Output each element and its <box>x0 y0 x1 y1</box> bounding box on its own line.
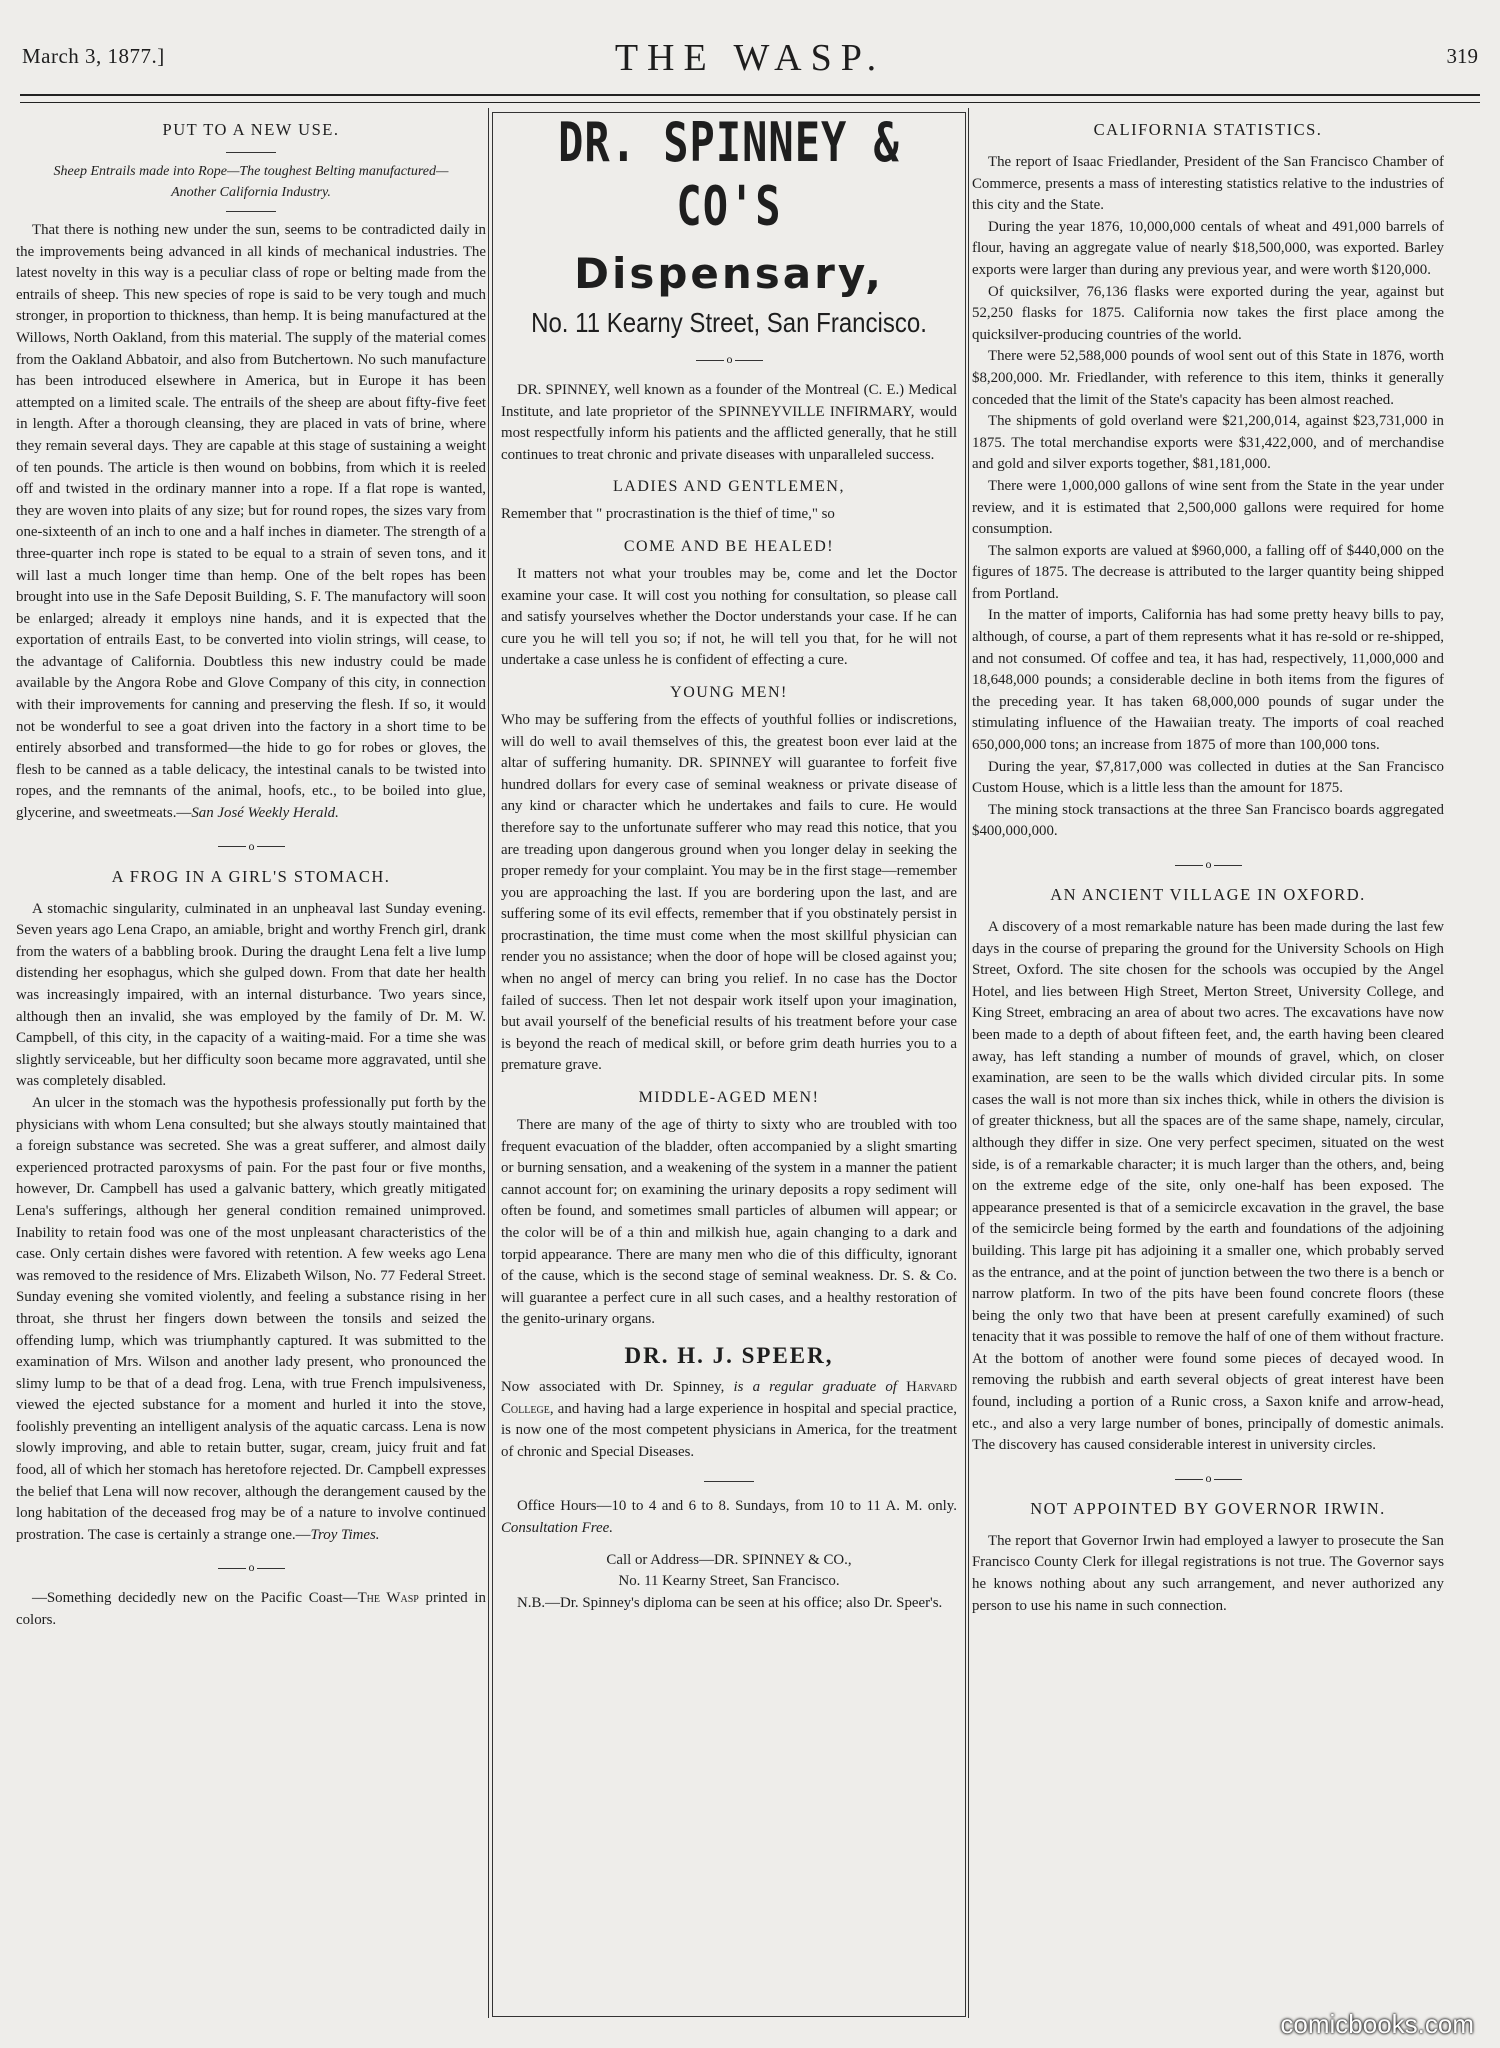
ad-street: No. 11 Kearny Street, San Francisco. <box>618 1573 840 1590</box>
stats-paragraph: The mining stock transactions at the three San Francisco boards aggregated $400,000,000. <box>972 801 1444 840</box>
column-divider-right <box>968 108 969 2018</box>
text: , and having had a large experience in hospital and special practice, is now one of the most competent physicians in America, for the treatment of chronic and Special Diseases. <box>501 1400 957 1460</box>
stats-paragraph: In the matter of imports, California has had some pretty heavy bills to pay, although, of course, a part of them represents what it has re-sold or re-shipped, and not consumed. Of coffee and tea, it has had, respectively, 11,000,000 and 18,648,000 pounds; a considerable decline in both items from the figures of the preceding year. It has taken 68,000,000 pounds of sugar under the stimulating influence of the Hawaiian treaty. The imports of coal reached 650,000,000 tons; an increase from 1875 of more than 100,000 tons. <box>972 607 1444 754</box>
ad-firm-name: DR. SPINNEY & CO'S <box>558 112 900 238</box>
subtitle-dash <box>226 211 276 212</box>
article-body-irwin: The report that Governor Irwin had employed a lawyer to prosecute the San Francisco County Clerk for illegal registrations is not true. The Governor says he knows nothing about any such arrangement, and never authorized any person to use his name in such connection. <box>972 1532 1444 1614</box>
section-separator: o <box>16 1560 486 1574</box>
hours-text: Office Hours—10 to 4 and 6 to 8. Sundays, from 10 to 11 A. M. only. <box>517 1498 957 1515</box>
ad-remember: Remember that " procrastination is the thief of time," so <box>501 506 835 523</box>
stats-paragraph: During the year, $7,817,000 was collected in duties at the San Francisco Custom House, which is a little less than the amount for 1875. <box>972 758 1444 797</box>
ad-nota-bene: N.B.—Dr. Spinney's diploma can be seen at his office; also Dr. Speer's. <box>517 1594 943 1611</box>
ad-address: No. 11 Kearny Street, San Francisco. <box>531 307 927 339</box>
stats-paragraph: The report of Isaac Friedlander, President of the San Francisco Chamber of Commerce, presents a mass of interesting statistics relative to the industries of this city and the State. <box>972 154 1444 214</box>
title-dash <box>226 152 276 153</box>
ad-heading-middle-aged: MIDDLE-AGED MEN! <box>638 1089 820 1107</box>
stats-paragraph: The salmon exports are valued at $960,000, a falling off of $440,000 on the figures of 1875. The decrease is attributed to the larger quantity being shipped from Portland. <box>972 542 1444 602</box>
article-source: Troy Times. <box>310 1526 380 1543</box>
body-text: That there is nothing new under the sun, seems to be contradicted daily in the improvements being advanced in all kinds of mechanical industries. The latest novelty in this way is a peculiar class of rope or belting made from the entrails of sheep. This new species of rope is said to be very tough and much stronger, in proportion to thickness, than hemp. It is being manufactured at the Willows, North Oakland, from this material. The supply of the material comes from the Oakland Abbatoir, and also from Butchertown. No such manufacture has been introduced elsewhere in America, but in Europe it has been attempted on a limited scale. The entrails of the sheep are about fifty-five feet in length. After a thorough cleansing, they are placed in vats of brine, where they remain several days. They are capable at this stage of sustaining a weight of ten pounds. The article is then wound on bobbins, from which it is reeled off and twisted in the ordinary manner into a rope. If a flat rope is wanted, they are woven into plaits of any size; but for round ropes, the sizes vary from one-sixteenth of an inch to one and a half inches in diameter. The strength of a three-quarter inch rope is stated to be equal to a strain of seven tons, and it will last a much longer time than hemp. One of the belt ropes has been brought into use in the Safe Deposit Building, S. F. The manufactory will soon be enlarged; already it employs nine hands, and it is expected that the exportation of entrails East, to be converted into violin strings, will cease, to the advantage of California. Doubtless this new industry could be made available by the Angora Robe and Glove Company of this city, in connection with their improvements for canning and preserving the flesh. If so, it would not be wonderful to see a goat driven into the factory in a short time to be entirely absorbed and transformed—the hide to go for robes or gloves, the flesh to be canned as a table delicacy, the intestinal canals to be twisted into ropes, and the remnants of the animal, hoofs, etc., to be boiled into glue, glycerine, and sweetmeats.— <box>16 222 486 822</box>
masthead-rule-thick <box>20 94 1480 96</box>
section-separator: o <box>972 1471 1444 1485</box>
note-wasp: The Wasp <box>357 1590 419 1607</box>
masthead <box>0 0 1500 110</box>
article-title-statistics: CALIFORNIA STATISTICS. <box>1093 120 1323 139</box>
ad-heading-ladies: LADIES AND GENTLEMEN, <box>613 478 845 496</box>
body-text: An ulcer in the stomach was the hypothesis professionally put forth by the physicians with whom Lena consulted; but she always stoutly maintained that a foreign substance was secreted. She was a great sufferer, and almost daily experienced protracted paroxysms of pain. For the past four or five months, however, Dr. Campbell has used a galvanic battery, which greatly mitigated Lena's sufferings, although her general condition remained unimproved. Inability to retain food was one of the most unpleasant characteristics of the case. Only certain dishes were favored with retention. A few weeks ago Lena was removed to the residence of Mrs. Elizabeth Wilson, No. 77 Federal Street. Sunday evening she vomited violently, and feeling a substance rising in her throat, she thrust her fingers down between the tonsils and seized the offending lump, which was triumphantly captured. It was submitted to the examination of Mrs. Wilson and another lady present, who pronounced the slimy lump to be that of a dead frog. Lena, with true French impulsiveness, viewed the ejected substance for a moment and hurled it into the stove, foolishly preventing an intelligent analysis of the aquatic carcass. Lena is now slowly improving, and able to retain butter, sugar, cream, juicy fruit and fat food, all of which her stomach has heretofore rejected. Dr. Campbell expresses the belief that Lena will now recover, although the derangement caused by the long habitation of the deceased frog may be of a nature to involve continued prostration. The case is certainly a strange one.— <box>16 1094 486 1543</box>
article-subtitle-new-use: Sheep Entrails made into Rope—The toughest Belting manufactured—Another California Industry. <box>53 164 449 200</box>
article-title-irwin: NOT APPOINTED BY GOVERNOR IRWIN. <box>1030 1498 1386 1518</box>
article-source: San José Weekly Herald. <box>191 805 339 822</box>
ad-body-middle-aged: There are many of the age of thirty to sixty who are troubled with too frequent evacuation of the bladder, often accompanied by a slight smarting or burning sensation, and a weakening of the system in a manner the patient cannot account for; on examining the urinary deposits a ropy sediment will often be found, and sometimes small particles of albumen will appear; or the color will be of a thin and milkish hue, again changing to a dark and torpid appearance. There are many men who die of this difficulty, ignorant of the cause, which is the second stage of seminal weakness. Dr. S. & Co. will guarantee a perfect cure in all such cases, and a healthy restoration of the genito-urinary organs. <box>501 1117 957 1328</box>
page-number: 319 <box>1446 44 1478 68</box>
text: Now associated with Dr. Spinney, <box>501 1378 734 1395</box>
ad-speer-body <box>493 1377 965 1463</box>
note-end: printed in colors. <box>16 1590 486 1629</box>
article-title-new-use: PUT TO A NEW USE. <box>162 120 340 139</box>
consultation-text: Consultation Free. <box>501 1519 613 1536</box>
ad-dispensary: Dispensary, <box>574 249 884 298</box>
section-separator: o <box>16 839 486 853</box>
ad-rule <box>704 1481 754 1482</box>
article-body-frog-1: A stomachic singularity, culminated in an unpheaval last Sunday evening. Seven years ago Lena Crapo, an amiable, bright and worthy French girl, drank from the waters of a babbling brook. During the draught Lena felt a live lump distending her esophagus, which she gulped down. From that date her health was increasingly impaired, with an internal disturbance. Two years since, although then an invalid, she was employed by the family of Dr. M. W. Campbell, of this city, in the capacity of a waiting-maid. For a time she was slightly serviceable, but her difficulty soon became more aggravated, until she was completely disabled. <box>16 900 486 1090</box>
article-body-oxford: A discovery of a most remarkable nature has been made during the last few days in the course of preparing the ground for the University Schools on High Street, Oxford. The site chosen for the schools was occupied by the Angel Hotel, and lies between High Street, Merton Street, University College, and King Street, embracing an area of about two acres. The excavations have now been made to a depth of about fifteen feet, and, the earth having been cleared away, has left standing a number of mounds of gravel, which, on closer examination, are seen to be the walls which divided circular pits. In some cases the wall is not more than six inches thick, while in others the division is of greater thickness, but all the spaces are of the same shape, namely, circular, although they differ in size. One very perfect specimen, situated on the west side, is of a remarkable character; it is much larger than the others, and, being on the extreme edge of the site, only one-half has been exposed. The appearance presented is that of a semicircle excavation in the gravel, the base of the semicircle being formed by the earth and foundations of the adjoining building. This large pit has adjoining it a smaller one, which probably served as the entrance, and at the point of junction between the two there is a bench or narrow platform. In two of the pits have been found concrete floors (these being the only two that have been at present carefully examined) of such tenacity that it was possible to remove the half of one of them without fracture. At the bottom of another were found some pieces of decayed wood. In removing the rubbish and earth several objects of great interest have been found, including a portion of a Runic cross, a Saxon knife and arrow-head, etc., and also a very large number of bones, principally of domestic animals. The discovery has caused considerable interest in university circles. <box>972 919 1444 1454</box>
column-middle <box>492 112 966 2024</box>
stats-paragraph: There were 1,000,000 gallons of wine sent from the State in the year under review, and it is estimated that 2,500,000 gallons were required for home consumption. <box>972 477 1444 538</box>
ad-speer-name: DR. H. J. SPEER, <box>624 1342 834 1368</box>
ad-heading-healed: COME AND BE HEALED! <box>623 537 835 555</box>
issue-date: March 3, 1877.] <box>22 44 165 68</box>
section-separator: o <box>972 857 1444 871</box>
stats-paragraph: The shipments of gold overland were $21,200,014, against $23,731,000 in 1875. The total merchandise exports were $31,422,000, and of merchandise and gold and silver exports together, $81,181,000. <box>972 413 1444 473</box>
wasp-colors-note <box>16 1588 486 1631</box>
column-right <box>972 112 1444 2024</box>
stats-paragraph: Of quicksilver, 76,136 flasks were exported during the year, against but 52,250 flasks for 1875. California now takes the first place among the quicksilver-producing countries of the world. <box>972 283 1444 343</box>
column-divider-left <box>488 108 489 2018</box>
article-title-oxford: AN ANCIENT VILLAGE IN OXFORD. <box>1050 885 1366 904</box>
newspaper-title: THE WASP. <box>614 37 886 79</box>
ad-intro: DR. SPINNEY, well known as a founder of the Montreal (C. E.) Medical Institute, and late proprietor of the SPINNEYVILLE INFIRMARY, would most respectfully inform his patients and the afflicted generally, that he still continues to treat chronic and private diseases with unparalleled success. <box>501 382 957 463</box>
note-text: —Something decidedly new on the Pacific Coast— <box>32 1590 358 1607</box>
spinney-advertisement <box>492 112 966 2017</box>
masthead-rule-thin <box>20 102 1480 103</box>
site-watermark: comicbooks.com <box>1280 2009 1474 2039</box>
text-italic: is a regular graduate of <box>733 1378 897 1395</box>
stats-paragraph: There were 52,588,000 pounds of wool sent out of this State in 1876, worth $8,200,000. Mr. Friedlander, with reference to this item, thinks it generally conceded that the limit of the State's capacity has been almost reached. <box>972 348 1444 408</box>
ad-body-troubles: It matters not what your troubles may be, come and let the Doctor examine your case. It will cost you nothing for consultation, so please call and satisfy yourselves whether the Doctor understands your case. If he can cure you he will tell you so; if not, he will tell you that, for he will not undertake a case unless he is confident of effecting a cure. <box>501 565 957 669</box>
article-body-frog-2 <box>16 1093 486 1546</box>
text-college: Harvard College <box>501 1378 957 1417</box>
article-body-new-use <box>16 220 486 825</box>
column-left <box>16 112 486 2024</box>
section-separator: o <box>493 352 965 366</box>
article-title-frog: A FROG IN A GIRL'S STOMACH. <box>111 866 391 886</box>
ad-call-address: Call or Address—DR. SPINNEY & CO., <box>606 1551 852 1568</box>
ad-heading-young-men: YOUNG MEN! <box>670 683 788 701</box>
stats-paragraph: During the year 1876, 10,000,000 centals of wheat and 491,000 barrels of flour, having an aggregate value of nearly $18,500,000, was exported. Barley exports were larger than during any previous year, and were worth $120,000. <box>972 218 1444 278</box>
ad-body-young-men: Who may be suffering from the effects of youthful follies or indiscretions, will do well to avail themselves of this, the greatest boon ever laid at the altar of suffering humanity. DR. SPINNEY will guarantee to forfeit five hundred dollars for every case of seminal weakness or private disease of any kind or character which he undertakes and fails to cure. He would therefore say to the unfortunate sufferer who may read this notice, that you are treading upon dangerous ground when you longer delay in seeking the proper remedy for your complaint. You may be in the first stage—remember you are approaching the last. If you are bordering upon the last, and are suffering some of its evil effects, remember that if you obstinately persist in procrastination, the time must come when the most skillful physician can render you no assistance; when the door of hope will be closed against you; when no angel of mercy can bring you relief. In no case has the Doctor failed of success. Then let not despair work itself upon your imagination, but avail yourself of the beneficial results of his treatment before your case is beyond the reach of medical skill, or before grim death hurries you to a premature grave. <box>501 711 957 1074</box>
ad-office-hours <box>493 1496 965 1539</box>
